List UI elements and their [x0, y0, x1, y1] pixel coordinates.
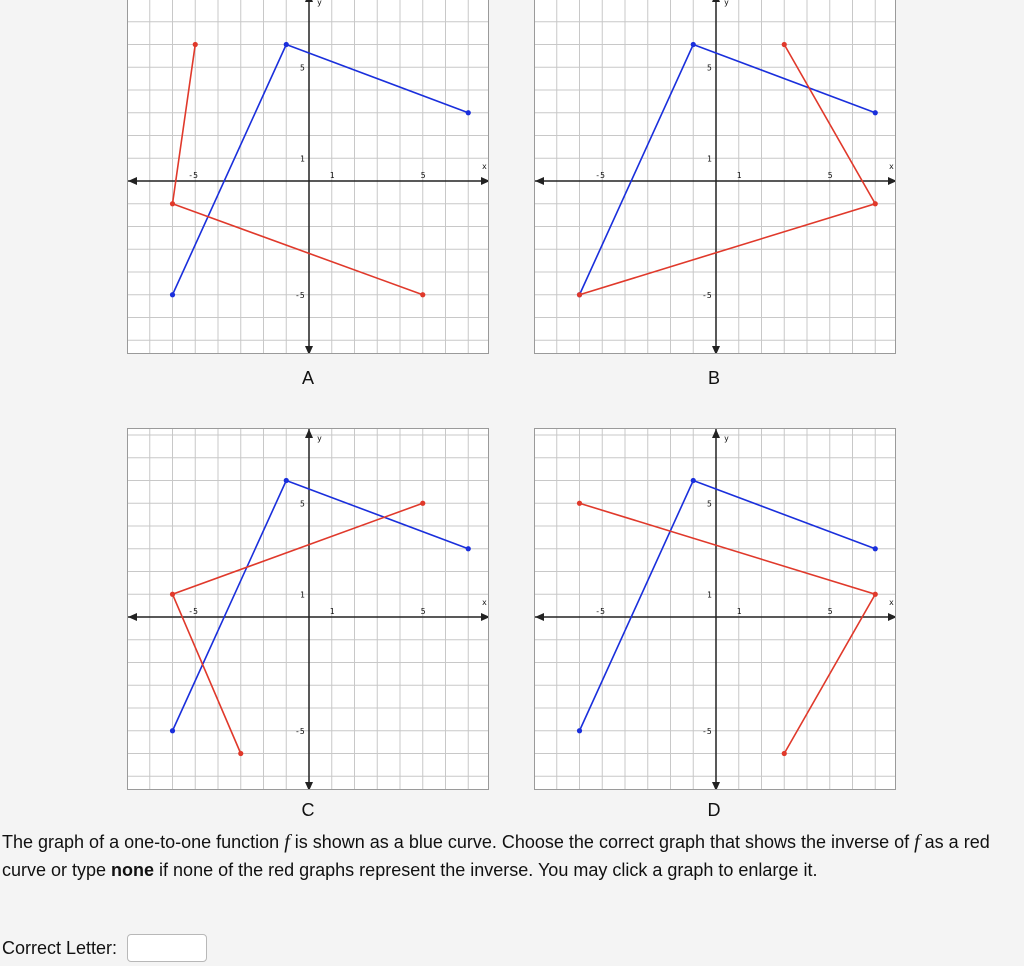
- question-prompt: [2, 828, 1018, 884]
- red-curve-point: [577, 501, 582, 506]
- blue-curve-line: [173, 481, 469, 731]
- y-axis-bottom-arrow: [712, 782, 720, 790]
- x-axis-label: x: [482, 162, 487, 171]
- prompt-text-1: The graph of a one-to-one function: [2, 832, 285, 852]
- y-axis-top-arrow: [305, 429, 313, 438]
- x-axis-label: x: [889, 598, 894, 607]
- y-axis-top-arrow: [712, 429, 720, 438]
- x-axis-right-arrow: [481, 177, 489, 185]
- blue-curve-point: [466, 546, 471, 551]
- red-curve-point: [577, 292, 582, 297]
- y-tick-label: -5: [702, 726, 712, 736]
- red-curve: [577, 42, 878, 297]
- x-tick-label: -5: [188, 171, 198, 180]
- blue-curve-point: [170, 728, 175, 733]
- x-axis-right-arrow: [888, 177, 896, 185]
- y-axis-label: y: [724, 0, 729, 7]
- x-tick-label: -5: [595, 171, 605, 180]
- y-axis-label: y: [724, 434, 729, 443]
- y-tick-label: -5: [295, 726, 305, 736]
- graph-c-letter: C: [301, 800, 315, 820]
- blue-curve-point: [873, 110, 878, 115]
- red-curve-point: [420, 501, 425, 506]
- x-axis-left-arrow: [128, 613, 137, 621]
- graph-b-letter: B: [707, 368, 720, 388]
- graph-a[interactable]: [127, 0, 489, 354]
- answer-row: [2, 934, 207, 962]
- blue-curve-point: [284, 42, 289, 47]
- x-axis-left-arrow: [535, 177, 544, 185]
- y-tick-label: 5: [300, 499, 305, 509]
- function-symbol: f: [914, 831, 920, 853]
- prompt-text-2: is shown as a blue curve. Choose the correct graph that shows the inverse of: [289, 832, 915, 852]
- y-axis-bottom-arrow: [305, 782, 313, 790]
- blue-curve-point: [873, 546, 878, 551]
- graph-d-letter: D: [707, 800, 721, 820]
- prompt-text-3: as a red curve or type: [2, 832, 990, 880]
- x-tick-label: 1: [329, 607, 335, 616]
- blue-curve-point: [691, 478, 696, 483]
- red-curve-line: [580, 45, 876, 295]
- x-axis-right-arrow: [481, 613, 489, 621]
- blue-curve-line: [580, 481, 876, 731]
- red-curve-point: [170, 201, 175, 206]
- graph-a-letter: A: [301, 368, 314, 388]
- answer-label: Correct Letter:: [2, 937, 118, 958]
- y-tick-label: 1: [300, 154, 305, 164]
- prompt-keyword-none: none: [111, 860, 155, 880]
- blue-curve: [577, 42, 878, 297]
- prompt-text-4: if none of the red graphs represent the inverse. You may click a graph to enlarge it.: [154, 860, 818, 880]
- y-axis-bottom-arrow: [712, 346, 720, 354]
- graph-a-plot: [128, 0, 489, 354]
- red-curve: [170, 501, 425, 756]
- red-curve-point: [873, 201, 878, 206]
- function-symbol: f: [284, 831, 290, 853]
- blue-curve: [170, 42, 471, 297]
- blue-curve-point: [466, 110, 471, 115]
- red-curve-point: [170, 592, 175, 597]
- x-tick-label: -5: [595, 607, 605, 616]
- y-axis-label: y: [317, 0, 322, 7]
- x-axis-left-arrow: [128, 177, 137, 185]
- red-curve-line: [580, 503, 876, 753]
- red-curve-point: [420, 292, 425, 297]
- x-tick-label: 5: [827, 607, 833, 616]
- y-tick-label: -5: [295, 290, 305, 300]
- red-curve: [577, 501, 878, 756]
- x-axis-right-arrow: [888, 613, 896, 621]
- answer-input[interactable]: [127, 934, 207, 962]
- x-tick-label: 5: [827, 171, 833, 180]
- graph-c[interactable]: [127, 428, 489, 790]
- y-tick-label: 5: [707, 63, 712, 73]
- blue-curve-point: [170, 292, 175, 297]
- graph-d-plot: [535, 429, 896, 790]
- x-tick-label: 1: [736, 171, 742, 180]
- red-curve-point: [782, 42, 787, 47]
- x-tick-label: 5: [420, 607, 426, 616]
- y-tick-label: 1: [707, 154, 712, 164]
- y-axis-top-arrow: [712, 0, 720, 2]
- graph-d[interactable]: [534, 428, 896, 790]
- red-curve-point: [782, 751, 787, 756]
- red-curve-point: [193, 42, 198, 47]
- graph-c-plot: [128, 429, 489, 790]
- blue-curve-line: [580, 45, 876, 295]
- graph-b[interactable]: [534, 0, 896, 354]
- y-tick-label: 1: [707, 590, 712, 600]
- red-curve: [170, 42, 425, 297]
- red-curve-point: [238, 751, 243, 756]
- y-axis-label: y: [317, 434, 322, 443]
- x-axis-label: x: [889, 162, 894, 171]
- graph-b-plot: [535, 0, 896, 354]
- x-tick-label: 1: [329, 171, 335, 180]
- y-axis-bottom-arrow: [305, 346, 313, 354]
- x-tick-label: -5: [188, 607, 198, 616]
- x-axis-label: x: [482, 598, 487, 607]
- blue-curve-point: [577, 728, 582, 733]
- blue-curve-point: [691, 42, 696, 47]
- red-curve-line: [173, 503, 423, 753]
- y-tick-label: 5: [707, 499, 712, 509]
- red-curve-point: [873, 592, 878, 597]
- y-axis-top-arrow: [305, 0, 313, 2]
- y-tick-label: 5: [300, 63, 305, 73]
- x-tick-label: 1: [736, 607, 742, 616]
- x-tick-label: 5: [420, 171, 426, 180]
- y-tick-label: -5: [702, 290, 712, 300]
- x-axis-left-arrow: [535, 613, 544, 621]
- y-tick-label: 1: [300, 590, 305, 600]
- blue-curve-point: [284, 478, 289, 483]
